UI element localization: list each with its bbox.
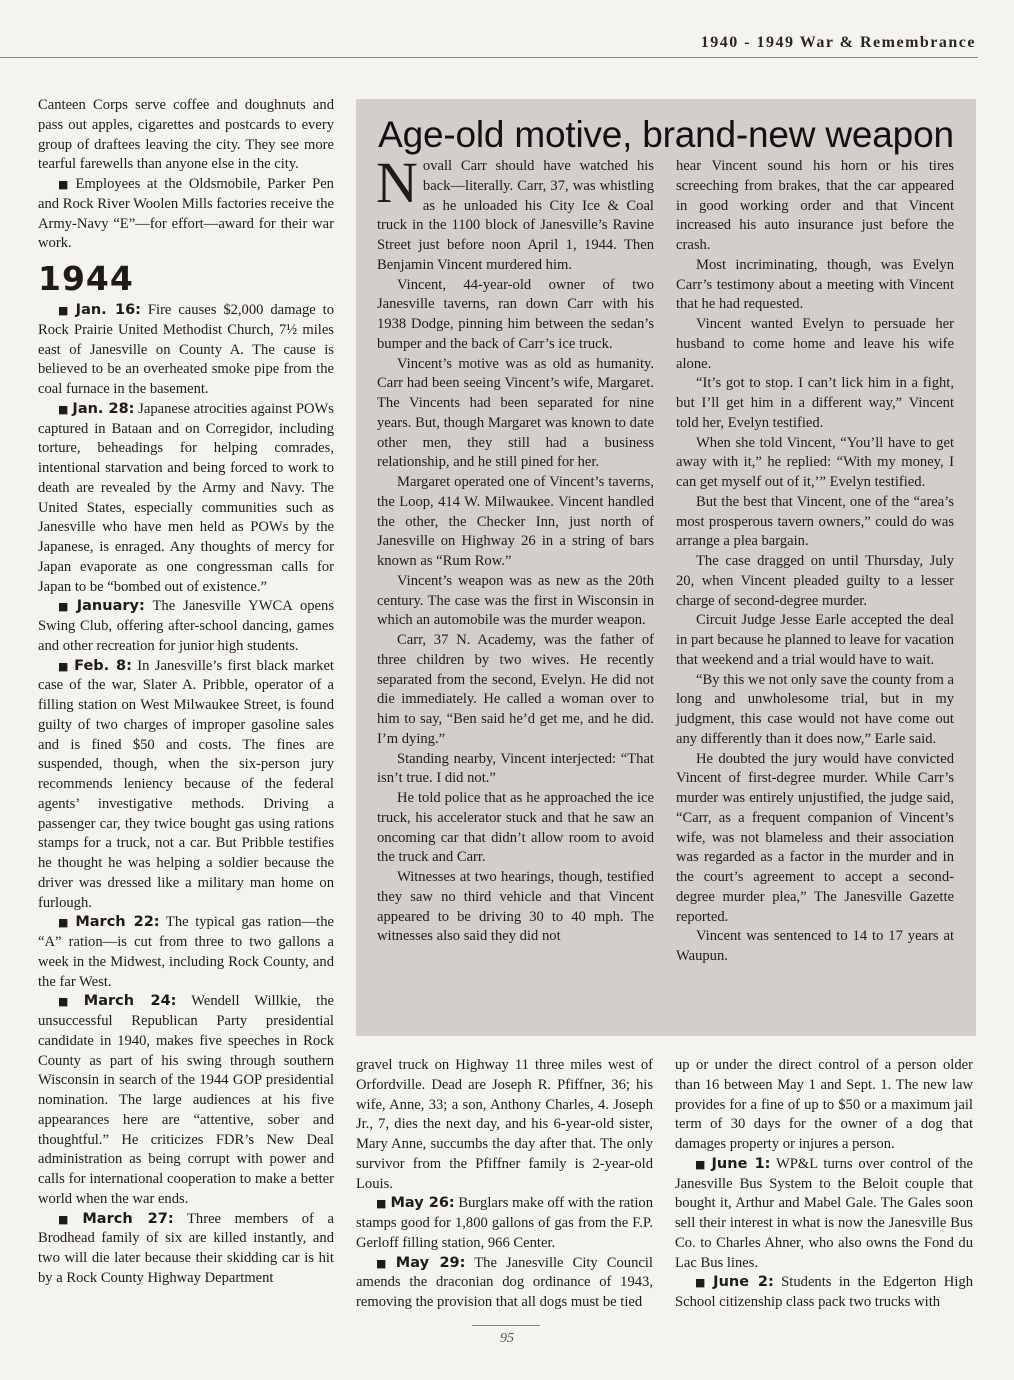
paragraph: Vincent, 44-year-old owner of two Janesville taverns, ran down Carr with his 1938 Dodge, pinning him between the sedan’s bumper and the back of Carr’s ice truck. bbox=[377, 276, 654, 352]
paragraph: Circuit Judge Jesse Earle accepted the deal in part because he planned to leave for vacation that weekend and a trial would have to wait. bbox=[676, 612, 954, 668]
paragraph: Vincent’s motive was as old as humanity. Carr had been seeing Vincent’s wife, Margaret. The Vincents had been separated for nine years. But, though Margaret was known to date other men, they still had a business relationship, and he still pined for her. bbox=[377, 355, 654, 471]
entry-date: May 29: bbox=[395, 1254, 466, 1271]
entry-text: The Janesville YWCA opens Swing Club, offering after-school dancing, games and other recreation for junior high students. bbox=[38, 598, 334, 654]
paragraph bbox=[376, 150, 654, 276]
bullet-icon: ■ bbox=[58, 600, 73, 614]
paragraph: Vincent’s weapon was as new as the 20th century. The case was the first in Wisconsin in which an automobile was the murder weapon. bbox=[377, 572, 654, 629]
entry bbox=[38, 400, 334, 598]
entry-date: June 2: bbox=[713, 1274, 774, 1291]
entry bbox=[356, 1194, 653, 1253]
paragraph: up or under the direct control of a person older than 16 between May 1 and Sept. 1. The new law provides for a fine of up to $50 or a maximum jail term of 30 days for the owner of a dog that damages property or injures a person. bbox=[675, 1057, 973, 1152]
entry bbox=[38, 1210, 334, 1289]
paragraph: “By this we not only save the county from a long and unwholesome trial, but in my judgment, this case would not have come out any differently than it does now,” Earle said. bbox=[676, 671, 954, 747]
middle-column bbox=[356, 1056, 653, 1313]
entry bbox=[38, 657, 334, 914]
paragraph: The case dragged on until Thursday, July 20, when Vincent pleaded guilty to a lesser charge of second-degree murder. bbox=[676, 553, 954, 609]
header-rule bbox=[0, 57, 978, 58]
bullet-icon: ■ bbox=[58, 995, 80, 1009]
paragraph: He told police that as he approached the ice truck, his accelerator stuck and that he saw an oncoming car that didn’t allow room to avoid the truck and Carr. bbox=[377, 790, 654, 866]
paragraph: Carr, 37 N. Academy, was the father of three children by two wives. He recently separated from the second, Evelyn. He did not die immediately. He called a woman over to him to say, “Ben said he’d get me, and he did. I’m dying.” bbox=[377, 632, 654, 747]
entry bbox=[38, 992, 334, 1209]
entry-date: January: bbox=[76, 598, 145, 615]
entry-text: In Janesville’s first black market case of the war, Slater A. Pribble, operator of a filling station on West Milwaukee Street, is found guilty of two charges of improper gasoline sales and is fined $50 and costs. The fines are suspended, though, when the six-person jury recommends leniency because of the federal agents’ investigative methods. Driving a passenger car, they twice bought gas using rations stamps for a truck, not a car. But Pribble testifies he thought he was helping a soldier because the driver was dressed like a military man home on furlough. bbox=[38, 657, 334, 911]
entry-date: May 26: bbox=[390, 1195, 455, 1212]
paragraph: Standing nearby, Vincent interjected: “That isn’t true. I did not.” bbox=[377, 750, 654, 787]
bullet-icon: ■ bbox=[58, 304, 72, 317]
entry-date: June 1: bbox=[711, 1155, 771, 1172]
entry bbox=[675, 1155, 973, 1274]
year-heading: 1944 bbox=[38, 259, 134, 298]
entry-date: Jan. 16: bbox=[75, 302, 141, 318]
entry-date: March 24: bbox=[83, 993, 177, 1010]
entry bbox=[38, 597, 334, 656]
paragraph: “It’s got to stop. I can’t lick him in a fight, but I’ll get him in a different way,” Vincent told her, Evelyn testified. bbox=[676, 375, 954, 431]
bullet-icon: ■ bbox=[376, 1256, 392, 1270]
paragraph: Most incriminating, though, was Evelyn Carr’s testimony about a meeting with Vincent that he had requested. bbox=[676, 256, 954, 313]
bullet-icon: ■ bbox=[695, 1276, 710, 1290]
paragraph: But the best that Vincent, one of the “area’s most prosperous tavern owners,” could do was arrange a plea bargain. bbox=[676, 493, 954, 550]
entry bbox=[38, 913, 334, 992]
entry-text: WP&L turns over control of the Janesville Bus System to the Beloit couple that bought it, Arthur and Mabel Gale. The Gales soon sell their interest in what is now the Janesville Bus Co. to Charles Ahner, who also owns the Fond du Lac Bus lines. bbox=[675, 1155, 973, 1271]
bullet-icon: ■ bbox=[58, 178, 72, 191]
left-column bbox=[38, 96, 334, 1289]
paragraph: When she told Vincent, “You’ll have to get away with it,” he replied: “With my money, I can get myself out of it,’” Evelyn testified. bbox=[676, 434, 954, 490]
bullet-icon: ■ bbox=[695, 1157, 708, 1171]
sidebar-column-right bbox=[676, 157, 954, 967]
entry bbox=[675, 1273, 973, 1313]
right-column bbox=[675, 1056, 973, 1313]
paragraph-text: ovall Carr should have watched his back—literally. Carr, 37, was whistling as he unloaded his City Ice & Coal truck in the 1100 block of Janesville’s Ravine Street just before noon April 1, 1944. Then Benjamin Vincent murdered him. bbox=[377, 158, 654, 273]
entry-date: March 22: bbox=[75, 914, 160, 931]
paragraph: He doubted the jury would have convicted Vincent of first-degree murder. While Carr’s murder was entirely unjustified, the judge said, “Carr, as a frequent companion of Vincent’s wife, was not blameless and their association was regarded as a factor in the murder and in the court’s agreement to accept a second-degree murder plea,” The Janesville Gazette reported. bbox=[676, 750, 954, 925]
sidebar-column-left bbox=[376, 150, 654, 947]
running-header: 1940 - 1949 War & Remembrance bbox=[700, 34, 976, 51]
paragraph bbox=[38, 175, 334, 254]
sidebar-story bbox=[356, 99, 976, 1036]
entry-text: Students in the Edgerton High School citizenship class pack two trucks with bbox=[675, 1274, 973, 1310]
entry-date: March 27: bbox=[82, 1210, 174, 1227]
entry-text: The typical gas ration—the “A” ration—is cut from three to two gallons a week in the Midwest, including Rock County, and the far West. bbox=[38, 914, 334, 990]
entry bbox=[38, 301, 334, 400]
bullet-icon: ■ bbox=[58, 1212, 79, 1226]
entry-date: Jan. 28: bbox=[72, 400, 135, 417]
paragraph: gravel truck on Highway 11 three miles west of Orfordville. Dead are Joseph R. Pfiffner, 36; his wife, Anne, 33; a son, Anthony Charles, 4. Joseph Jr., 7, dies the next day, and his 6-year-old sister, Mary Anne, succumbs the day after that. The only survivor from the Pfiffner family is 2-year-old Louis. bbox=[356, 1057, 653, 1192]
bullet-icon: ■ bbox=[58, 659, 71, 673]
sidebar-title: Age-old motive, brand-new weapon bbox=[378, 114, 954, 155]
entry-text: Three members of a Brodhead family of six are killed instantly, and two will die later because their skidding car is hit by a Rock County Highway Department bbox=[38, 1210, 334, 1286]
paragraph: Vincent wanted Evelyn to persuade her husband to come home and leave his wife alone. bbox=[676, 316, 954, 372]
paragraph: Vincent was sentenced to 14 to 17 years at Waupun. bbox=[676, 928, 954, 964]
paragraph: Witnesses at two hearings, though, testified they saw no third vehicle and that Vincent appeared to be driving 30 to 40 mph. The witnesses also said they did not bbox=[377, 869, 654, 945]
paragraph: hear Vincent sound his horn or his tires screeching from brakes, that the car appeared in good working order and that Vincent increased his auto insurance just before the crash. bbox=[676, 158, 954, 253]
entry-date: Feb. 8: bbox=[74, 657, 132, 674]
entry-text: Japanese atrocities against POWs captured in Bataan and on Corregidor, including torture, beheadings for helping comrades, intentional starvation and being forced to work to death are revealed by the Army and Navy. The United States, especially communities such as Janesville who have men held as POWs by the Japanese, is enraged. Any thoughts of mercy for Japan evaporate as one congressman calls for Japan to be “bombed out of existence.” bbox=[38, 400, 334, 595]
paragraph: Canteen Corps serve coffee and doughnuts and pass out apples, cigarettes and postcards to every group of draftees leaving the city. They see more tearful farewells than anyone else in the city. bbox=[38, 97, 334, 173]
footer-rule bbox=[472, 1325, 540, 1326]
paragraph: Margaret operated one of Vincent’s taverns, the Loop, 414 W. Milwaukee. Vincent handled the other, the Checker Inn, just north of Janesville on Highway 26 in a string of bars known as “Rum Row.” bbox=[377, 474, 654, 569]
paragraph-text: Employees at the Oldsmobile, Parker Pen and Rock River Woolen Mills factories receive the Army-Navy “E”—for effort—award for their war work. bbox=[38, 176, 334, 252]
bullet-icon: ■ bbox=[58, 916, 72, 930]
entry-text: The Janesville City Council amends the draconian dog ordinance of 1943, removing the provision that all dogs must be tied bbox=[356, 1254, 653, 1310]
drop-cap: N bbox=[376, 150, 418, 215]
entry bbox=[356, 1254, 653, 1313]
entry-text: Fire causes $2,000 damage to Rock Prairie United Methodist Church, 7½ miles east of Janesville on County A. The cause is believed to be an overheated smoke pipe from the coal furnace in the basement. bbox=[38, 302, 335, 397]
entry-text: Burglars make off with the ration stamps good for 1,800 gallons of gas from the F.P. Gerloff filling station, 966 Center. bbox=[356, 1195, 653, 1251]
bullet-icon: ■ bbox=[376, 1197, 387, 1211]
bullet-icon: ■ bbox=[58, 402, 69, 416]
page-number: 95 bbox=[500, 1331, 514, 1346]
entry-text: Wendell Willkie, the unsuccessful Republican Party presidential candidate in 1940, makes five speeches in Rock County as part of his swing through southern Wisconsin in search of the 1944 GOP presidential nomination. The large audiences at his five appearances here are “attentive, sober and thoughtful.” He criticizes FDR’s New Deal administration as being corrupt with power and calls for international cooperation to make a better world when the war ends. bbox=[38, 993, 334, 1207]
